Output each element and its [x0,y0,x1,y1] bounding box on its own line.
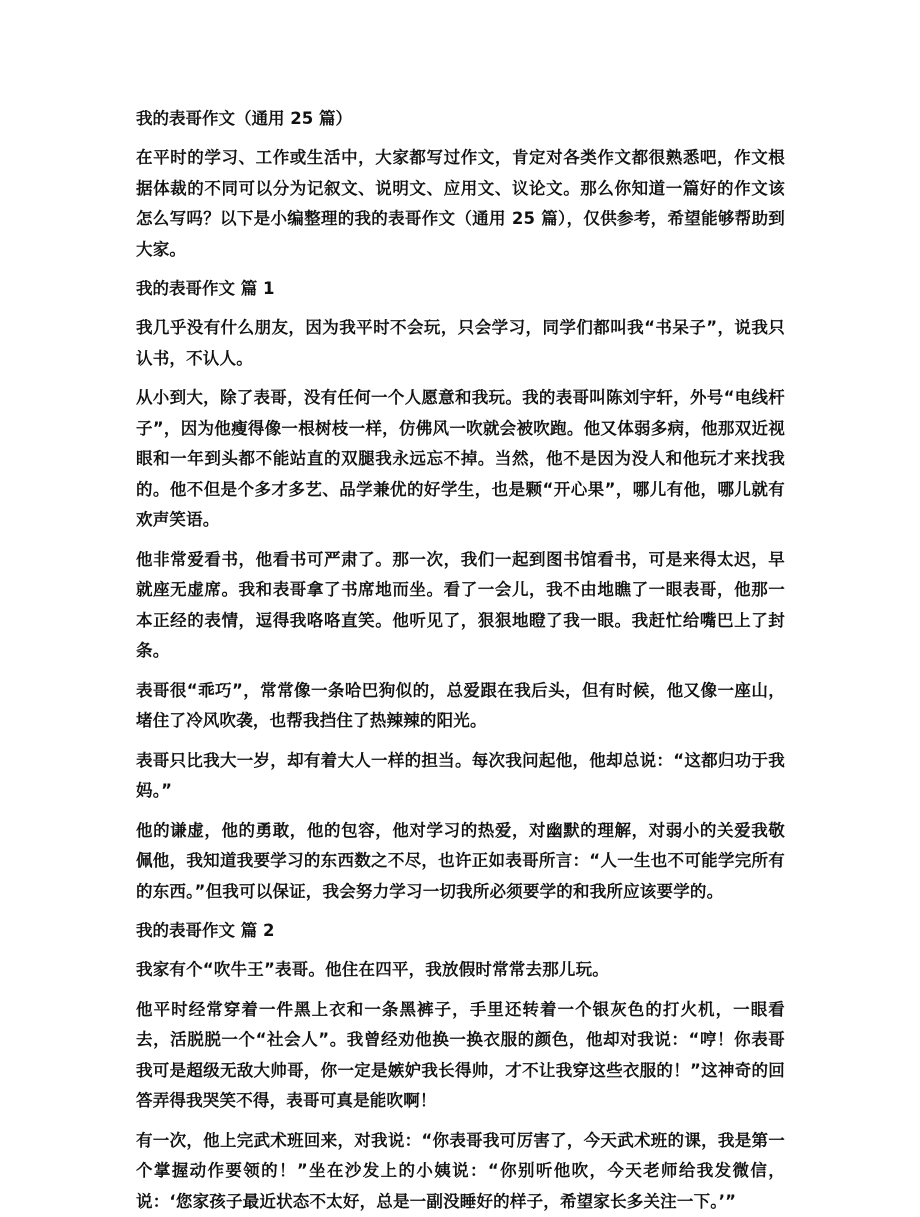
paragraph: 他平时经常穿着一件黑上衣和一条黑裤子，手里还转着一个银灰色的打火机，一眼看去，活脱脱一个“社会人”。我曾经劝他换一换衣服的颜色，他却对我说：“哼！你表哥我可是超级无敌大帅哥，你一定是嫉妒我长得帅，才不让我穿这些衣服的！”这神奇的回答弄得我哭笑不得，表哥可真是能吹啊！ [136,995,785,1117]
section-heading: 我的表哥作文 篇 1 [136,274,785,304]
section-heading: 我的表哥作文 篇 2 [136,916,785,946]
paragraph: 我家有个“吹牛王”表哥。他住在四平，我放假时常常去那儿玩。 [136,955,785,986]
paragraph: 表哥只比我大一岁，却有着大人一样的担当。每次我问起他，他却总说：“这都归功于我妈。” [136,746,785,807]
document-title: 我的表哥作文（通用 25 篇） [136,104,785,134]
section-2 [136,916,785,1217]
paragraph: 表哥很“乖巧”，常常像一条哈巴狗似的，总爱跟在我后头，但有时候，他又像一座山，堵住了冷风吹袭，也帮我挡住了热辣辣的阳光。 [136,676,785,737]
paragraph: 有一次，他上完武术班回来，对我说：“你表哥我可厉害了，今天武术班的课，我是第一个掌握动作要领的！”坐在沙发上的小姨说：“你别听他吹，今天老师给我发微信，说：‘您家孩子最近状态不太好，总是一副没睡好的样子，希望家长多关注一下。’” [136,1126,785,1217]
paragraph: 我几乎没有什么朋友，因为我平时不会玩，只会学习，同学们都叫我“书呆子”，说我只认书，不认人。 [136,313,785,374]
paragraph: 他的谦虚，他的勇敢，他的包容，他对学习的热爱，对幽默的理解，对弱小的关爱我敬佩他，我知道我要学习的东西数之不尽，也许正如表哥所言：“人一生也不可能学完所有的东西。”但我可以保证，我会努力学习一切我所必须要学的和我所应该要学的。 [136,816,785,908]
paragraph: 从小到大，除了表哥，没有任何一个人愿意和我玩。我的表哥叫陈刘宇轩，外号“电线杆子”，因为他瘦得像一根树枝一样，仿佛风一吹就会被吹跑。他又体弱多病，他那双近视眼和一年到头都不能站直的双腿我永远忘不掉。当然，他不是因为没人和他玩才来找我的。他不但是个多才多艺、品学兼优的好学生，也是颗“开心果”，哪儿有他，哪儿就有欢声笑语。 [136,383,785,536]
intro-paragraph: 在平时的学习、工作或生活中，大家都写过作文，肯定对各类作文都很熟悉吧，作文根据体裁的不同可以分为记叙文、说明文、应用文、议论文。那么你知道一篇好的作文该怎么写吗？以下是小编整理的我的表哥作文（通用 25 篇），仅供参考，希望能够帮助到大家。 [136,143,785,265]
section-1 [136,274,785,907]
paragraph: 他非常爱看书，他看书可严肃了。那一次，我们一起到图书馆看书，可是来得太迟，早就座无虚席。我和表哥拿了书席地而坐。看了一会儿，我不由地瞧了一眼表哥，他那一本正经的表情，逗得我咯咯直笑。他听见了，狠狠地瞪了我一眼。我赶忙给嘴巴上了封条。 [136,545,785,667]
